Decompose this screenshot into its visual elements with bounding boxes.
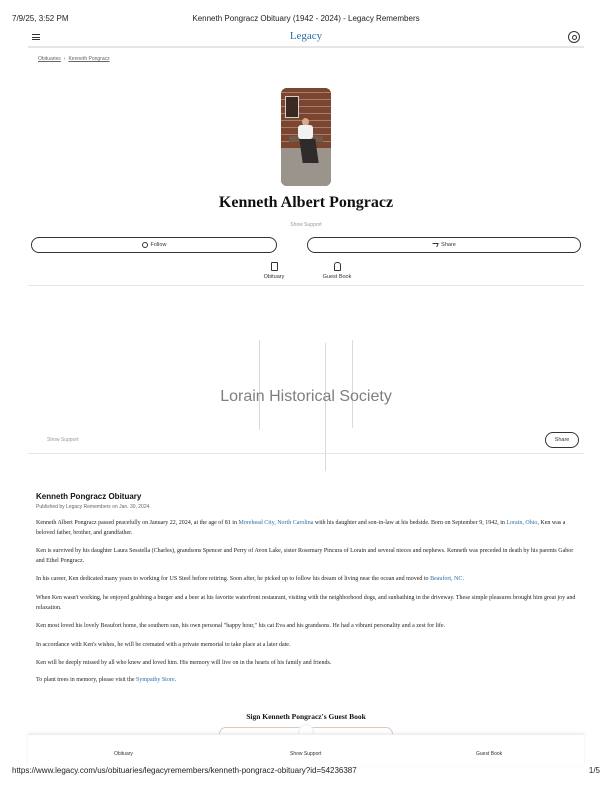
share-icon: [431, 243, 438, 247]
bottom-nav-obituary[interactable]: Obituary: [114, 751, 133, 757]
share-label-2: Share: [554, 437, 570, 443]
bottom-nav-bar: [28, 734, 584, 766]
obituary-title: Kenneth Pongracz Obituary: [36, 492, 142, 501]
deceased-name: Kenneth Albert Pongracz: [218, 194, 394, 211]
follow-icon: [142, 242, 148, 248]
show-support-link[interactable]: Show Support: [290, 222, 322, 228]
obituary-paragraph-5: Ken most loved his lovely Beaufort home, the southern sun, his own personal "happy hour," his cat Eva and his grandsons. He had a vibrant personality and a zest for life.: [36, 623, 446, 629]
bottom-nav-guest-book[interactable]: Guest Book: [476, 751, 503, 757]
banner-divider-line: [325, 343, 326, 471]
location-link-beaufort[interactable]: Beaufort, NC: [430, 576, 463, 582]
bottom-nav-show-support[interactable]: Show Support: [290, 751, 322, 757]
follow-button[interactable]: [31, 237, 277, 253]
banner-divider-line: [352, 340, 353, 428]
print-url: https://www.legacy.com/us/obituaries/legacyremembers/kenneth-pongracz-obituary?id=54236387: [12, 766, 357, 775]
sympathy-store-link[interactable]: Sympathy Store: [136, 677, 175, 683]
tab-obituary-label: Obituary: [263, 274, 285, 280]
breadcrumb: [38, 56, 110, 62]
sponsor-banner[interactable]: [28, 298, 584, 448]
tab-divider: [28, 285, 584, 286]
legacy-logo[interactable]: Legacy: [289, 30, 323, 42]
print-datetime: 7/9/25, 3:52 PM: [12, 14, 69, 23]
breadcrumb-obituaries[interactable]: Obituaries: [38, 56, 61, 62]
search-icon[interactable]: [568, 31, 580, 43]
tab-obituary[interactable]: [254, 262, 294, 280]
share-button[interactable]: [307, 237, 581, 253]
share-button-2[interactable]: [545, 432, 579, 448]
print-page-number: 1/5: [588, 766, 600, 775]
document-icon: [271, 262, 278, 271]
candle-icon: [334, 262, 341, 271]
sponsor-name: Lorain Historical Society: [220, 388, 392, 405]
obituary-paragraph-8: To plant trees in memory, please visit the Sympathy Store.: [36, 677, 176, 683]
follow-label: Follow: [150, 242, 167, 248]
obituary-paragraph-1: Kenneth Albert Pongracz passed peacefully on January 22, 2024, at the age of 81 in Morehead City, North Carolina with his daughter and son-in-law at his bedside. Born on September 9, 1942, in Lorain, Ohio, Ken was a beloved father, brother, and grandfather.: [36, 520, 566, 536]
banner-divider-line: [259, 340, 260, 430]
published-line: Published by Legacy Remembers on Jan. 30, 2024.: [36, 504, 151, 510]
obituary-paragraph-7: Ken will be deeply missed by all who knew and loved him. His memory will live on in the hearts of his family and friends.: [36, 660, 332, 666]
share-label: Share: [441, 242, 456, 248]
print-header: [12, 14, 600, 26]
tab-guest-book-label: Guest Book: [322, 274, 352, 280]
site-header: [28, 28, 584, 48]
breadcrumb-separator: ›: [63, 56, 66, 62]
obituary-paragraph-2: Ken is survived by his daughter Laura Sesstella (Charles), grandsons Spencer and Perry of Avon Lake, sister Rosemary Pincura of Lorain and several nieces and nephews. Kenneth was preceded in death by his parents Gabor and Ethel Pongracz.: [36, 548, 574, 564]
location-link-morehead[interactable]: Morehead City, North Carolina: [238, 520, 314, 526]
breadcrumb-current[interactable]: Kenneth Pongracz: [68, 56, 110, 62]
obituary-portrait-photo: [281, 88, 331, 186]
obituary-paragraph-3: In his career, Ken dedicated many years to working for US Steel before retiring. Soon after, he picked up to follow his dream of living near the ocean and moved to Beaufort, NC.: [36, 576, 464, 582]
obituary-paragraph-4: When Ken wasn't working, he enjoyed grabbing a burger and a beer at his favorite waterfront restaurant, visiting with the neighborhood dogs, and sunbathing in the driveway. These simple pleasures brought him great joy and relaxation.: [36, 595, 576, 611]
tab-guest-book[interactable]: [317, 262, 357, 280]
print-page-title: Kenneth Pongracz Obituary (1942 - 2024) - Legacy Remembers: [192, 14, 420, 23]
print-footer: [12, 766, 600, 778]
guestbook-heading: Sign Kenneth Pongracz's Guest Book: [246, 712, 366, 721]
location-link-lorain[interactable]: Lorain, Ohio: [506, 520, 538, 526]
section-divider: [28, 453, 584, 454]
obituary-paragraph-6: In accordance with Ken's wishes, he will be cremated with a private memorial to take place at a later date.: [36, 642, 291, 648]
show-support-link-2[interactable]: Show Support: [47, 437, 79, 443]
